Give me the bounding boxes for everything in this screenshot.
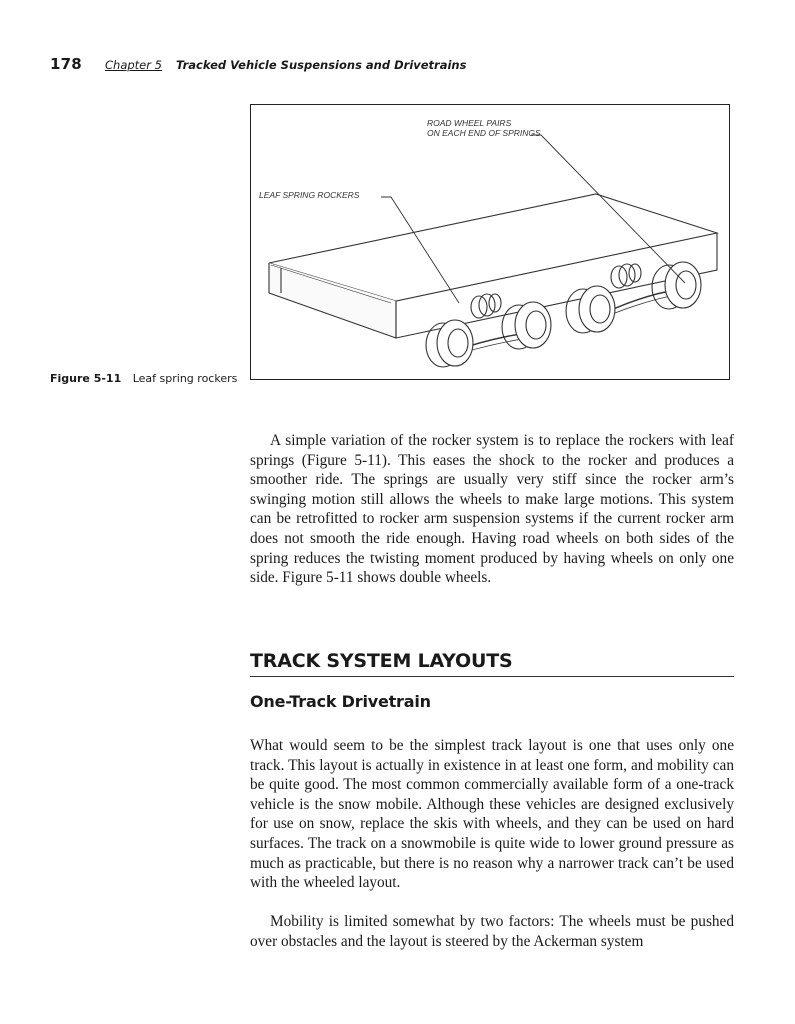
label-road-wheel-line1: ROAD WHEEL PAIRS	[427, 118, 512, 128]
label-leaf-spring: LEAF SPRING ROCKERS	[259, 190, 360, 200]
sub-heading: One-Track Drivetrain	[250, 692, 431, 711]
chapter-title: Tracked Vehicle Suspensions and Drivetrains	[176, 58, 467, 72]
paragraph-text: Mobility is limited somewhat by two factors: The wheels must be pushed over obstacles and the layout is steered by the Ackerman system	[250, 913, 734, 950]
leaf-spring-diagram	[251, 105, 731, 381]
paragraph-mobility	[250, 912, 734, 951]
paragraph-text: A simple variation of the rocker system is to replace the rockers with leaf springs (Figure 5-11). This eases the shock to the rocker and produces a smoother ride. The springs are usually very stiff since the rocker arm’s swinging motion still allows the wheels to make large motions. This system can be retrofitted to rocker arm suspension systems if the current rocker arm does not smooth the ride enough. Having road wheels on both sides of the spring reduces the twisting moment produced by having wheels on only one side. Figure 5-11 shows double wheels.	[250, 432, 734, 587]
page-header	[50, 55, 750, 75]
paragraph-one-track	[250, 736, 734, 893]
figure-leaf-spring-rockers	[250, 104, 730, 380]
figure-caption-text: Leaf spring rockers	[132, 372, 238, 385]
figure-number: Figure 5-11	[50, 372, 122, 385]
paragraph-text: What would seem to be the simplest track layout is one that uses only one track. This layout is actually in existence in at least one form, and mobility can be quite good. The most common commercially available form of a one-track vehicle is the snow mobile. Although these vehicles are designed exclusively for use on snow, replace the skis with wheels, and they can be used on hard surfaces. The track on a snowmobile is quite wide to lower ground pressure as much as practicable, but there is no reason why a narrower track can’t be used with the wheeled layout.	[250, 737, 734, 892]
section-heading: TRACK SYSTEM LAYOUTS	[250, 650, 734, 677]
figure-caption	[50, 372, 237, 385]
label-road-wheel-line2: ON EACH END OF SPRINGS	[427, 128, 541, 138]
paragraph-rocker-variation	[250, 431, 734, 588]
page-number: 178	[50, 55, 82, 73]
chapter-label: Chapter 5	[105, 58, 162, 72]
